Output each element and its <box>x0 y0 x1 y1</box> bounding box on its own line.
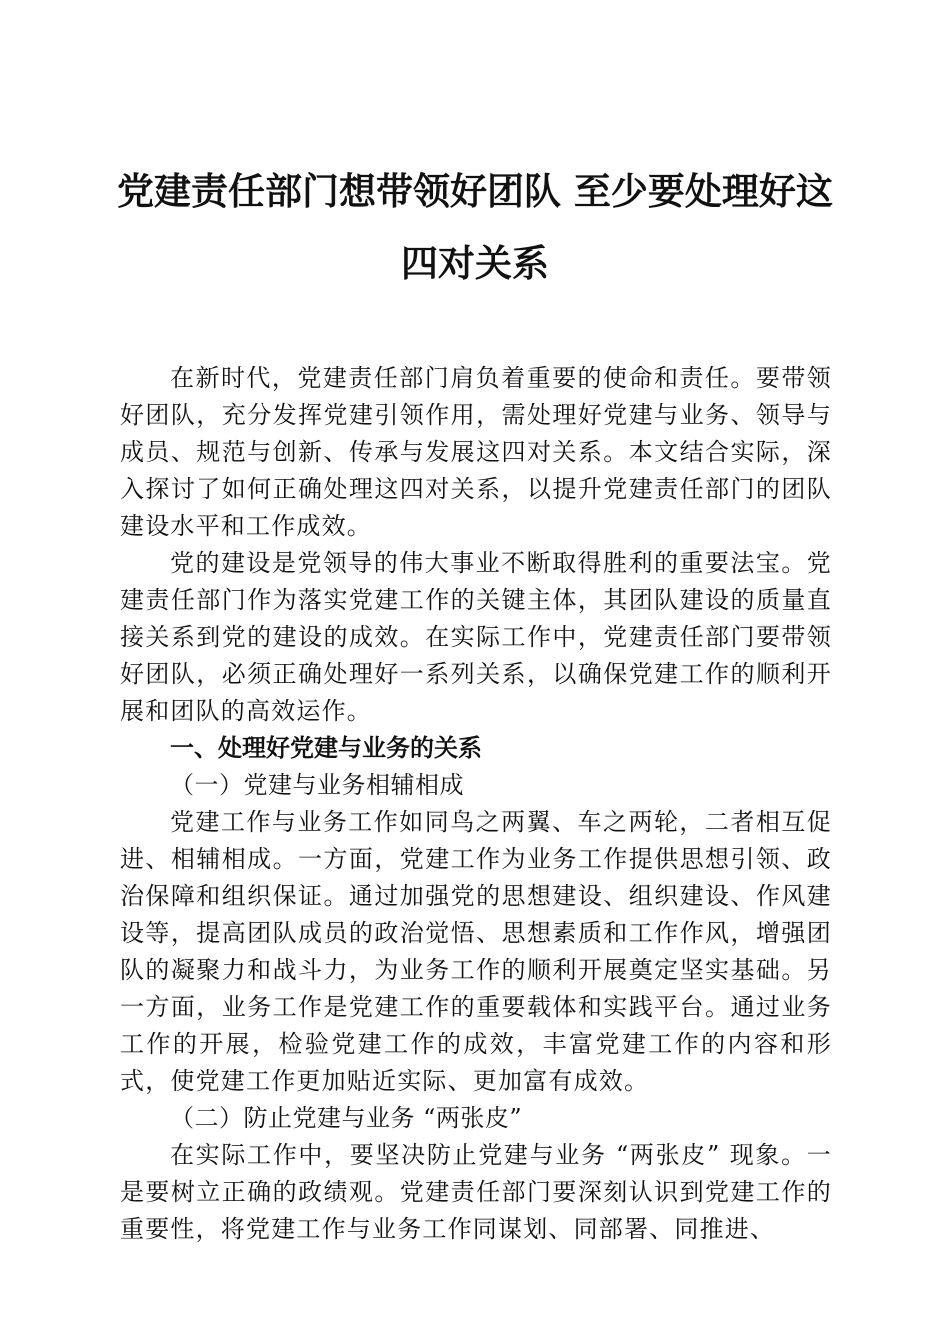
intro-paragraph: 在新时代，党建责任部门肩负着重要的使命和责任。要带领好团队，充分发挥党建引领作用，需处理好党建与业务、领导与成员、规范与创新、传承与发展这四对关系。本文结合实际，深入探讨了如何正确处理这四对关系，以提升党建责任部门的团队建设水平和工作成效。 <box>120 364 832 540</box>
document-title-line-2: 四对关系 <box>401 242 549 285</box>
document-body <box>120 360 832 1248</box>
subsection-1-paragraph: 党建工作与业务工作如同鸟之两翼、车之两轮，二者相互促进、相辅相成。一方面，党建工作为业务工作提供思想引领、政治保障和组织保证。通过加强党的思想建设、组织建设、作风建设等，提高团队成员的政治觉悟、思想素质和工作作风，增强团队的凝聚力和战斗力，为业务工作的顺利开展奠定坚实基础。另一方面，业务工作是党建工作的重要载体和实践平台。通过业务工作的开展，检验党建工作的成效，丰富党建工作的内容和形式，使党建工作更加贴近实际、更加富有成效。 <box>120 808 832 1095</box>
subsection-2-paragraph: 在实际工作中，要坚决防止党建与业务 “两张皮” 现象。一是要树立正确的政绩观。党建责任部门要深刻认识到党建工作的重要性，将党建工作与业务工作同谋划、同部署、同推进、 <box>120 1141 832 1243</box>
section-heading-1: 一、处理好党建与业务的关系 <box>170 734 482 762</box>
subsection-heading-2: （二）防止党建与业务 “两张皮” <box>170 1104 523 1132</box>
subsection-heading-1: （一）党建与业务相辅相成 <box>170 771 464 799</box>
background-paragraph: 党的建设是党领导的伟大事业不断取得胜利的重要法宝。党建责任部门作为落实党建工作的关键主体，其团队建设的质量直接关系到党的建设的成效。在实际工作中，党建责任部门要带领好团队，必须正确处理好一系列关系，以确保党建工作的顺利开展和团队的高效运作。 <box>120 549 832 725</box>
document-title-line-1: 党建责任部门想带领好团队 至少要处理好这 <box>117 170 833 213</box>
